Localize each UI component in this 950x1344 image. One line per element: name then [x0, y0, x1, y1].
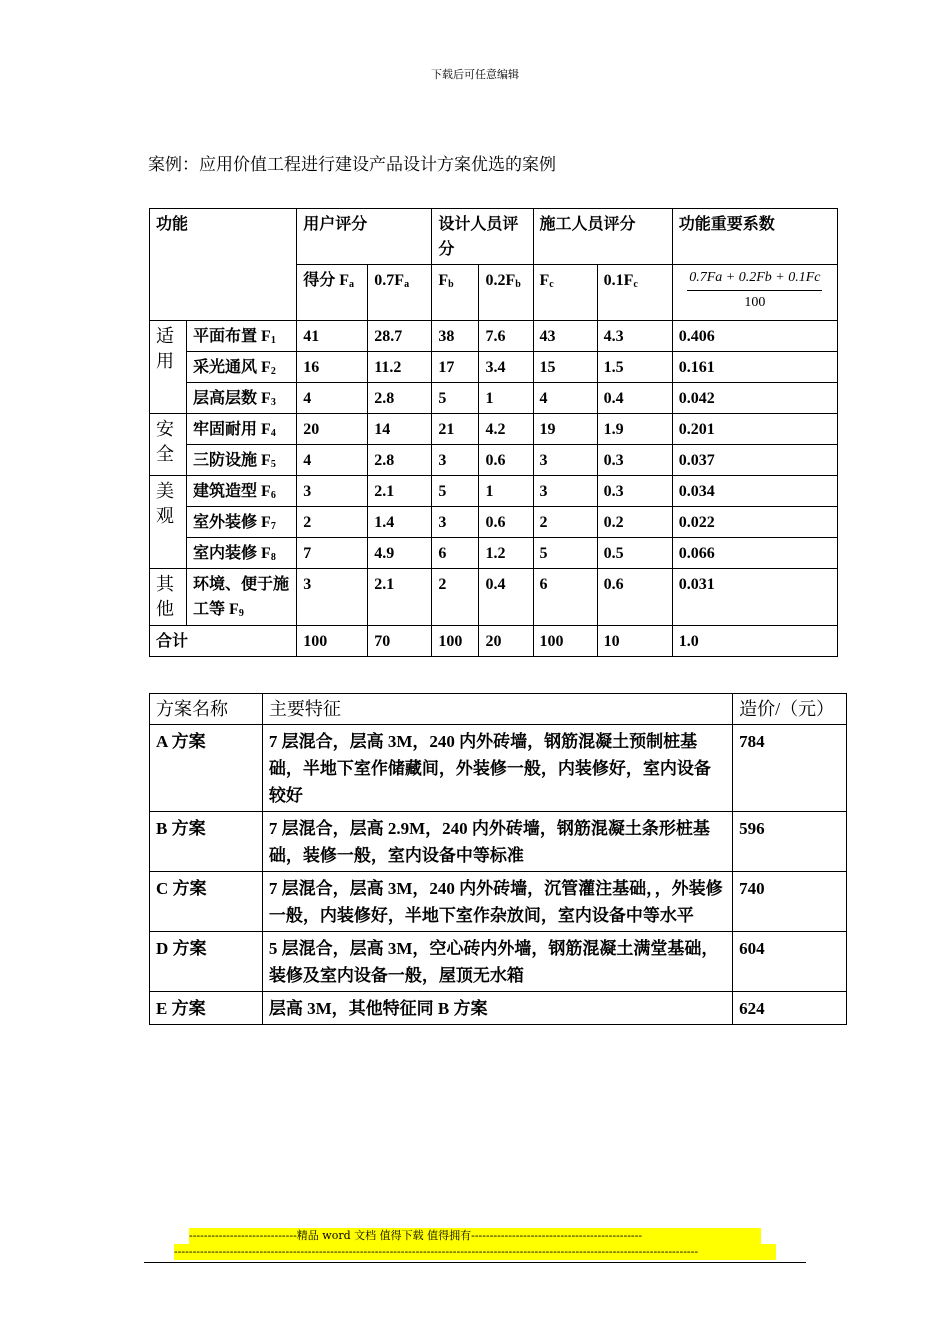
total-cell: 70	[368, 626, 432, 657]
score-cell: 0.4	[479, 569, 533, 626]
scheme-row	[150, 812, 847, 872]
score-cell: 0.5	[597, 538, 672, 569]
group-label: 其他	[150, 569, 187, 626]
page-header: 下载后可任意编辑	[431, 68, 519, 81]
total-cell: 100	[297, 626, 368, 657]
scheme-row	[150, 725, 847, 812]
score-cell: 15	[533, 352, 597, 383]
header-user-score: 用户评分	[297, 209, 432, 265]
score-cell: 0.3	[597, 476, 672, 507]
score-cell: 2.8	[368, 445, 432, 476]
total-cell: 20	[479, 626, 533, 657]
scheme-row	[150, 872, 847, 932]
total-cell: 10	[597, 626, 672, 657]
subheader-fa: 得分 $F_a$	[297, 265, 368, 321]
score-cell: 0.034	[672, 476, 837, 507]
group-label: 适用	[150, 321, 187, 414]
score-cell: 0.037	[672, 445, 837, 476]
scheme-cost: 596	[733, 812, 847, 872]
function-name: 建筑造型 $F_6$	[187, 476, 297, 507]
score-cell: 1.5	[597, 352, 672, 383]
subheader-07fa: $0.7F_a$	[368, 265, 432, 321]
score-cell: 0.6	[479, 507, 533, 538]
scheme-desc: 5 层混合，层高 3M，空心砖内外墙，钢筋混凝土满堂基础，装修及室内设备一般，屋顶无水箱	[262, 932, 732, 992]
scheme-name: A 方案	[150, 725, 263, 812]
footer-banner: -----------------------------精品 word 文档 值得下载 值得拥有----------------------------------------------	[189, 1228, 761, 1244]
score-cell: 1	[479, 476, 533, 507]
score-cell: 3	[432, 507, 479, 538]
score-cell: 3.4	[479, 352, 533, 383]
function-name: 环境、便于施工等 $F_9$	[187, 569, 297, 626]
scheme-name: D 方案	[150, 932, 263, 992]
score-cell: 2.8	[368, 383, 432, 414]
score-cell: 3	[533, 476, 597, 507]
score-cell: 11.2	[368, 352, 432, 383]
scheme-name: B 方案	[150, 812, 263, 872]
score-cell: 7	[297, 538, 368, 569]
scheme-cost: 624	[733, 992, 847, 1025]
scheme-row	[150, 992, 847, 1025]
function-name: 室内装修 $F_8$	[187, 538, 297, 569]
header-cost: 造价/（元）	[733, 694, 847, 725]
score-cell: 3	[297, 569, 368, 626]
score-cell: 0.066	[672, 538, 837, 569]
score-cell: 4	[533, 383, 597, 414]
score-cell: 2	[533, 507, 597, 538]
score-cell: 0.4	[597, 383, 672, 414]
total-cell: 1.0	[672, 626, 837, 657]
score-cell: 1.2	[479, 538, 533, 569]
score-cell: 4.2	[479, 414, 533, 445]
score-cell: 38	[432, 321, 479, 352]
score-cell: 3	[297, 476, 368, 507]
score-cell: 0.042	[672, 383, 837, 414]
total-cell: 100	[432, 626, 479, 657]
score-cell: 1	[479, 383, 533, 414]
score-cell: 4.9	[368, 538, 432, 569]
scheme-name: C 方案	[150, 872, 263, 932]
score-cell: 0.022	[672, 507, 837, 538]
score-cell: 0.2	[597, 507, 672, 538]
score-cell: 5	[533, 538, 597, 569]
score-cell: 14	[368, 414, 432, 445]
score-cell: 6	[533, 569, 597, 626]
score-cell: 4.3	[597, 321, 672, 352]
scheme-cost: 604	[733, 932, 847, 992]
function-row	[150, 507, 838, 538]
score-cell: 0.031	[672, 569, 837, 626]
header-coefficient: 功能重要系数	[672, 209, 837, 265]
function-row	[150, 445, 838, 476]
function-name: 采光通风 $F_2$	[187, 352, 297, 383]
subheader-fb: $F_b$	[432, 265, 479, 321]
function-row	[150, 352, 838, 383]
score-cell: 21	[432, 414, 479, 445]
score-cell: 4	[297, 445, 368, 476]
formula-numerator: 0.7Fa + 0.2Fb + 0.1Fc	[687, 268, 822, 291]
scheme-cost: 784	[733, 725, 847, 812]
total-cell: 100	[533, 626, 597, 657]
score-cell: 7.6	[479, 321, 533, 352]
function-name: 牢固耐用 $F_4$	[187, 414, 297, 445]
score-cell: 43	[533, 321, 597, 352]
score-cell: 2.1	[368, 476, 432, 507]
header-designer-score: 设计人员评分	[432, 209, 533, 265]
subheader-02fb: $0.2F_b$	[479, 265, 533, 321]
scheme-name: E 方案	[150, 992, 263, 1025]
function-row	[150, 538, 838, 569]
score-cell: 0.161	[672, 352, 837, 383]
score-cell: 0.406	[672, 321, 837, 352]
function-name: 三防设施 $F_5$	[187, 445, 297, 476]
footer-divider	[144, 1262, 806, 1263]
formula-denominator: 100	[744, 295, 766, 310]
scheme-desc: 7 层混合，层高 3M，240 内外砖墙，钢筋混凝土预制桩基础，半地下室作储藏间，外装修一般，内装修好，室内设备较好	[262, 725, 732, 812]
subheader-01fc: $0.1F_c$	[597, 265, 672, 321]
footer-dashes: ---------------------------------------------------------------------------------------------------------------------------------------------	[174, 1244, 776, 1260]
score-cell: 3	[533, 445, 597, 476]
score-cell: 2	[432, 569, 479, 626]
header-scheme-name: 方案名称	[150, 694, 263, 725]
scheme-desc: 7 层混合，层高 3M，240 内外砖墙，沉管灌注基础，，外装修一般，内装修好，半地下室作杂放间，室内设备中等水平	[262, 872, 732, 932]
function-name: 层高层数 $F_3$	[187, 383, 297, 414]
score-cell: 19	[533, 414, 597, 445]
score-cell: 2.1	[368, 569, 432, 626]
score-cell: 17	[432, 352, 479, 383]
function-row	[150, 321, 838, 352]
header-constructor-score: 施工人员评分	[533, 209, 672, 265]
score-cell: 3	[432, 445, 479, 476]
score-cell: 1.9	[597, 414, 672, 445]
score-cell: 5	[432, 383, 479, 414]
function-row	[150, 569, 838, 626]
score-cell: 0.3	[597, 445, 672, 476]
function-weight-table	[149, 208, 838, 657]
header-main-features: 主要特征	[262, 694, 732, 725]
score-cell: 1.4	[368, 507, 432, 538]
score-cell: 20	[297, 414, 368, 445]
subheader-fc: $F_c$	[533, 265, 597, 321]
scheme-row	[150, 932, 847, 992]
function-name: 平面布置 $F_1$	[187, 321, 297, 352]
scheme-table	[149, 693, 847, 1025]
function-name: 室外装修 $F_7$	[187, 507, 297, 538]
scheme-cost: 740	[733, 872, 847, 932]
coefficient-formula	[672, 265, 837, 321]
scheme-desc: 7 层混合，层高 2.9M，240 内外砖墙，钢筋混凝土条形桩基础，装修一般，室内设备中等标准	[262, 812, 732, 872]
group-label: 安全	[150, 414, 187, 476]
group-label: 美观	[150, 476, 187, 569]
score-cell: 5	[432, 476, 479, 507]
score-cell: 41	[297, 321, 368, 352]
function-row	[150, 476, 838, 507]
score-cell: 0.6	[597, 569, 672, 626]
score-cell: 6	[432, 538, 479, 569]
score-cell: 0.6	[479, 445, 533, 476]
header-function: 功能	[150, 209, 297, 321]
score-cell: 4	[297, 383, 368, 414]
score-cell: 16	[297, 352, 368, 383]
score-cell: 0.201	[672, 414, 837, 445]
total-label: 合计	[150, 626, 297, 657]
function-row	[150, 383, 838, 414]
function-row	[150, 414, 838, 445]
scheme-desc: 层高 3M，其他特征同 B 方案	[262, 992, 732, 1025]
page-title: 案例：应用价值工程进行建设产品设计方案优选的案例	[148, 155, 556, 175]
score-cell: 28.7	[368, 321, 432, 352]
score-cell: 2	[297, 507, 368, 538]
